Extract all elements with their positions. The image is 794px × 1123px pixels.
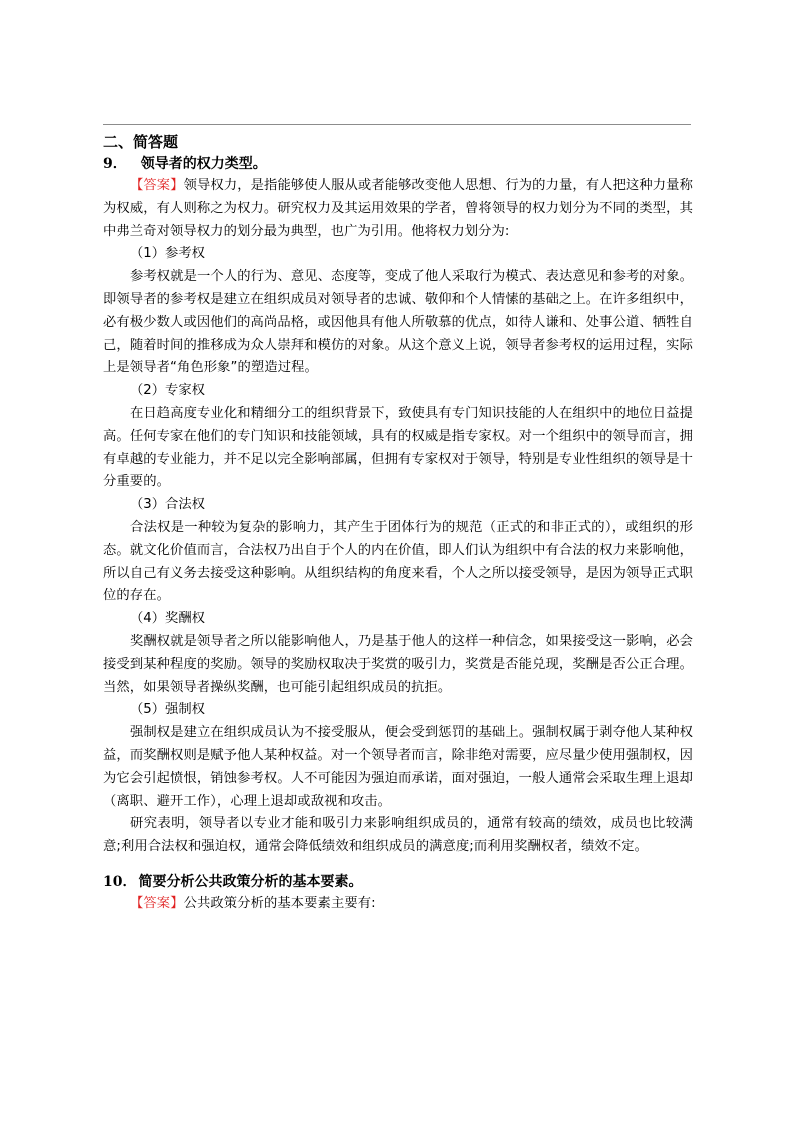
item-heading-4: （4）奖酬权	[130, 611, 205, 627]
answer-intro-10	[103, 893, 693, 916]
item-heading-2: （2）专家权	[130, 383, 205, 399]
item-text-2: 在日趋高度专业化和精细分工的组织背景下，致使具有专门知识技能的人在组织中的地位日益提高。任何专家在他们的专门知识和技能领域，具有的权威是指专家权。对一个组织中的领导而言，拥有卓越的专业能力，并不足以完全影响部属，但拥有专家权对于领导，特别是专业性组织的领导是十分重要的。	[103, 405, 693, 490]
document-body	[103, 131, 693, 916]
item-heading-1: （1）参考权	[130, 246, 205, 262]
question-number: 9．	[103, 156, 127, 172]
question-text: 领导者的权力类型。	[140, 156, 267, 172]
item-text-5: 强制权是建立在组织成员认为不接受服从，便会受到惩罚的基础上。强制权属于剥夺他人某种权益，而奖酬权则是赋予他人某种权益。对一个领导者而言，除非绝对需要，应尽量少使用强制权，因为它会引起愤恨，销蚀参考权。人不可能因为强迫而承诺，面对强迫，一般人通常会采取生理上退却（离职、避开工作），心理上退却或敌视和攻击。	[103, 725, 693, 809]
item-heading-5: （5）强制权	[130, 702, 205, 718]
answer-label: 【答案】	[130, 178, 184, 193]
question-number: 10．	[103, 873, 137, 890]
item-text-4: 奖酬权就是领导者之所以能影响他人，乃是基于他人的这样一种信念，如果接受这一影响，必会接受到某种程度的奖励。领导的奖励权取决于奖赏的吸引力，奖赏是否能兑现，奖酬是否公正合理。当然，如果领导者操纵奖酬，也可能引起组织成员的抗拒。	[103, 633, 693, 695]
header-rule	[103, 124, 691, 125]
conclusion-9: 研究表明，领导者以专业才能和吸引力来影响组织成员的，通常有较高的绩效，成员也比较满意;利用合法权和强迫权，通常会降低绩效和组织成员的满意度;而利用奖酬权者，绩效不定。	[103, 816, 693, 855]
answer-intro-text: 公共政策分析的基本要素主要有:	[183, 895, 376, 911]
answer-label: 【答案】	[130, 895, 184, 911]
answer-intro-text: 领导权力，是指能够使人服从或者能够改变他人思想、行为的力量，有人把这种力量称为权威，有人则称之为权力。研究权力及其运用效果的学者，曾将领导的权力划分为不同的类型，其中弗兰奇对领导权力的划分最为典型，也广为引用。他将权力划分为:	[103, 178, 693, 239]
item-text-1: 参考权就是一个人的行为、意见、态度等，变成了他人采取行为模式、表达意见和参考的对象。即领导者的参考权是建立在组织成员对领导者的忠诚、敬仰和个人情愫的基础之上。在许多组织中，必有极少数人或因他们的高尚品格，或因他具有他人所敬慕的优点，如待人谦和、处事公道、牺牲自己，随着时间的推移成为众人崇拜和模仿的对象。从这个意义上说，领导者参考权的运用过程，实际上是领导者“角色形象”的塑造过程。	[103, 269, 693, 376]
answer-intro-9	[103, 175, 693, 243]
question-text: 简要分析公共政策分析的基本要素。	[138, 873, 363, 890]
item-text-3: 合法权是一种较为复杂的影响力，其产生于团体行为的规范（正式的和非正式的），或组织的形态。就文化价值而言，合法权乃出自于个人的内在价值，即人们认为组织中有合法的权力来影响他，所以自己有义务去接受这种影响。从组织结构的角度来看，个人之所以接受领导，是因为领导正式职位的存在。	[103, 519, 693, 604]
item-heading-3: （3）合法权	[130, 497, 205, 513]
question-9-title	[103, 153, 693, 175]
section-title: 二、简答题	[103, 133, 179, 151]
question-10-title	[103, 871, 693, 893]
